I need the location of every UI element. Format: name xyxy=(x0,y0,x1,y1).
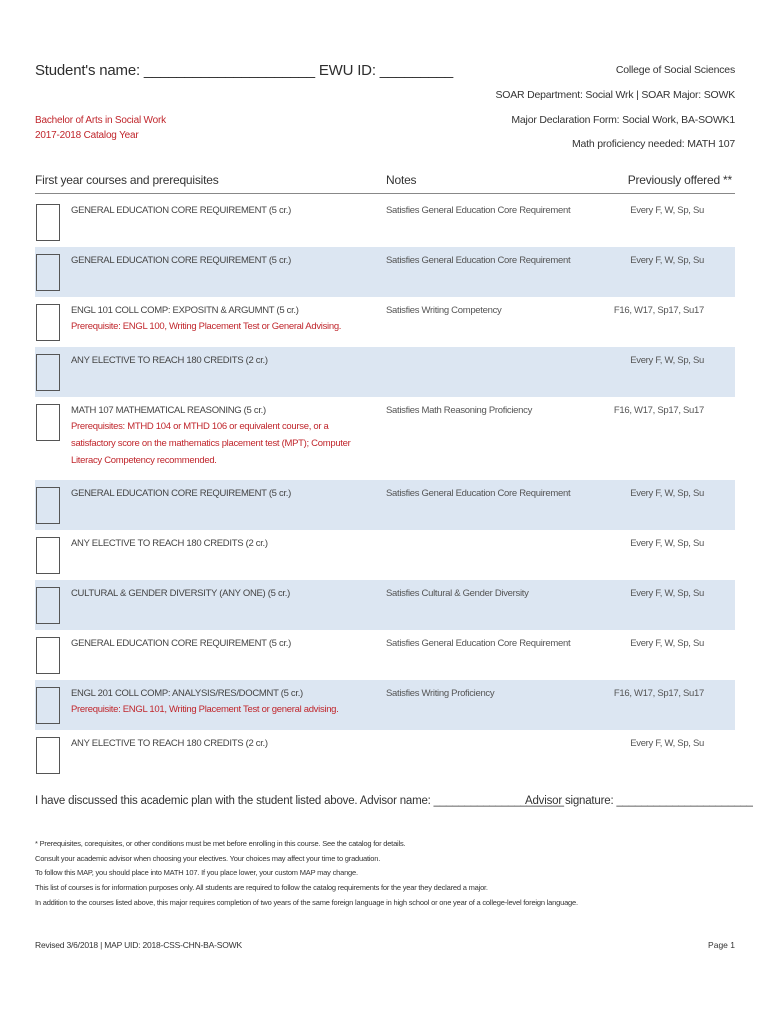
footnote: To follow this MAP, you should place into MATH 107. If you place lower, your custom MAP may change. xyxy=(35,868,358,877)
course-checkbox[interactable] xyxy=(36,354,60,391)
course-note: Satisfies Writing Competency xyxy=(386,305,502,316)
course-offered: Every F, W, Sp, Su xyxy=(630,255,704,266)
course-row xyxy=(35,197,735,247)
course-prerequisite: Prerequisite: ENGL 101, Writing Placement Test or general advising. xyxy=(71,704,339,715)
course-row xyxy=(35,347,735,397)
advisor-signature: Advisor signature: ______________________ xyxy=(525,795,753,807)
course-list xyxy=(35,197,735,780)
course-note: Satisfies Writing Proficiency xyxy=(386,688,495,699)
course-note: Satisfies Math Reasoning Proficiency xyxy=(386,405,533,416)
advisor-statement: I have discussed this academic plan with the student listed above. Advisor name: _____________________ xyxy=(35,795,564,807)
course-note: Satisfies General Education Core Requirement xyxy=(386,638,571,649)
course-offered: Every F, W, Sp, Su xyxy=(630,355,704,366)
course-offered: Every F, W, Sp, Su xyxy=(630,638,704,649)
course-name: GENERAL EDUCATION CORE REQUIREMENT (5 cr.) xyxy=(71,488,292,499)
course-checkbox[interactable] xyxy=(36,404,60,441)
course-name: ANY ELECTIVE TO REACH 180 CREDITS (2 cr.) xyxy=(71,538,268,549)
column-header-courses: First year courses and prerequisites xyxy=(35,173,219,187)
student-name-id-line: Student's name: _____________________ EWU ID: _________ xyxy=(35,62,454,79)
course-name: MATH 107 MATHEMATICAL REASONING (5 cr.) xyxy=(71,405,266,416)
degree-title: Bachelor of Arts in Social Work xyxy=(35,115,166,126)
course-row xyxy=(35,397,735,480)
header-divider xyxy=(35,193,735,194)
column-header-offered: Previously offered ** xyxy=(627,173,732,187)
course-checkbox[interactable] xyxy=(36,637,60,674)
course-row xyxy=(35,297,735,347)
course-offered: F16, W17, Sp17, Su17 xyxy=(613,305,704,316)
course-checkbox[interactable] xyxy=(36,737,60,774)
revision-info: Revised 3/6/2018 | MAP UID: 2018-CSS-CHN-BA-SOWK xyxy=(35,940,242,950)
course-name: CULTURAL & GENDER DIVERSITY (ANY ONE) (5 cr.) xyxy=(71,588,290,599)
course-name: ANY ELECTIVE TO REACH 180 CREDITS (2 cr.) xyxy=(71,738,268,749)
course-row xyxy=(35,680,735,730)
course-checkbox[interactable] xyxy=(36,304,60,341)
course-row xyxy=(35,480,735,530)
course-name: GENERAL EDUCATION CORE REQUIREMENT (5 cr.) xyxy=(71,638,292,649)
footnote: This list of courses is for information purposes only. All students are required to follow the catalog requirements for the year they declared a major. xyxy=(35,883,488,892)
column-header-notes: Notes xyxy=(386,173,417,187)
course-checkbox[interactable] xyxy=(36,487,60,524)
course-row xyxy=(35,530,735,580)
course-offered: Every F, W, Sp, Su xyxy=(630,205,704,216)
course-note: Satisfies General Education Core Requirement xyxy=(386,488,571,499)
course-name: ANY ELECTIVE TO REACH 180 CREDITS (2 cr.) xyxy=(71,355,268,366)
course-offered: Every F, W, Sp, Su xyxy=(630,538,704,549)
course-note: Satisfies General Education Core Requirement xyxy=(386,255,571,266)
course-row xyxy=(35,247,735,297)
college-name: College of Social Sciences xyxy=(615,64,735,76)
course-name: GENERAL EDUCATION CORE REQUIREMENT (5 cr.) xyxy=(71,205,292,216)
course-row xyxy=(35,730,735,780)
catalog-year: 2017-2018 Catalog Year xyxy=(35,130,139,141)
course-note: Satisfies General Education Core Requirement xyxy=(386,205,571,216)
course-name: ENGL 101 COLL COMP: EXPOSITN & ARGUMNT (5 cr.) xyxy=(71,305,299,316)
course-checkbox[interactable] xyxy=(36,537,60,574)
math-proficiency: Math proficiency needed: MATH 107 xyxy=(571,138,735,150)
course-prerequisite: Prerequisite: ENGL 100, Writing Placement Test or General Advising. xyxy=(71,321,342,332)
course-row xyxy=(35,630,735,680)
course-offered: Every F, W, Sp, Su xyxy=(630,588,704,599)
course-name: GENERAL EDUCATION CORE REQUIREMENT (5 cr.) xyxy=(71,255,292,266)
course-name: ENGL 201 COLL COMP: ANALYSIS/RES/DOCMNT (5 cr.) xyxy=(71,688,303,699)
footnote: * Prerequisites, corequisites, or other conditions must be met before enrolling in this course. See the catalog for details. xyxy=(35,839,406,848)
course-checkbox[interactable] xyxy=(36,687,60,724)
course-offered: F16, W17, Sp17, Su17 xyxy=(613,688,704,699)
course-offered: Every F, W, Sp, Su xyxy=(630,738,704,749)
course-checkbox[interactable] xyxy=(36,254,60,291)
footnote: In addition to the courses listed above, this major requires completion of two years of the same foreign language in high school or one year of a college-level foreign language. xyxy=(35,898,578,907)
course-offered: Every F, W, Sp, Su xyxy=(630,488,704,499)
course-prerequisite: Prerequisites: MTHD 104 or MTHD 106 or equivalent course, or a satisfactory score on the mathematics placement test (MPT); Computer Literacy Competency recommended. xyxy=(71,421,351,466)
course-row xyxy=(35,580,735,630)
course-note: Satisfies Cultural & Gender Diversity xyxy=(386,588,529,599)
course-offered: F16, W17, Sp17, Su17 xyxy=(613,405,704,416)
declaration-form: Major Declaration Form: Social Work, BA-SOWK1 xyxy=(511,114,735,126)
course-checkbox[interactable] xyxy=(36,204,60,241)
page-number: Page 1 xyxy=(708,940,735,950)
footnote: Consult your academic advisor when choosing your electives. Your choices may affect your time to graduation. xyxy=(35,854,381,863)
course-checkbox[interactable] xyxy=(36,587,60,624)
soar-info: SOAR Department: Social Wrk | SOAR Major: SOWK xyxy=(495,89,735,101)
